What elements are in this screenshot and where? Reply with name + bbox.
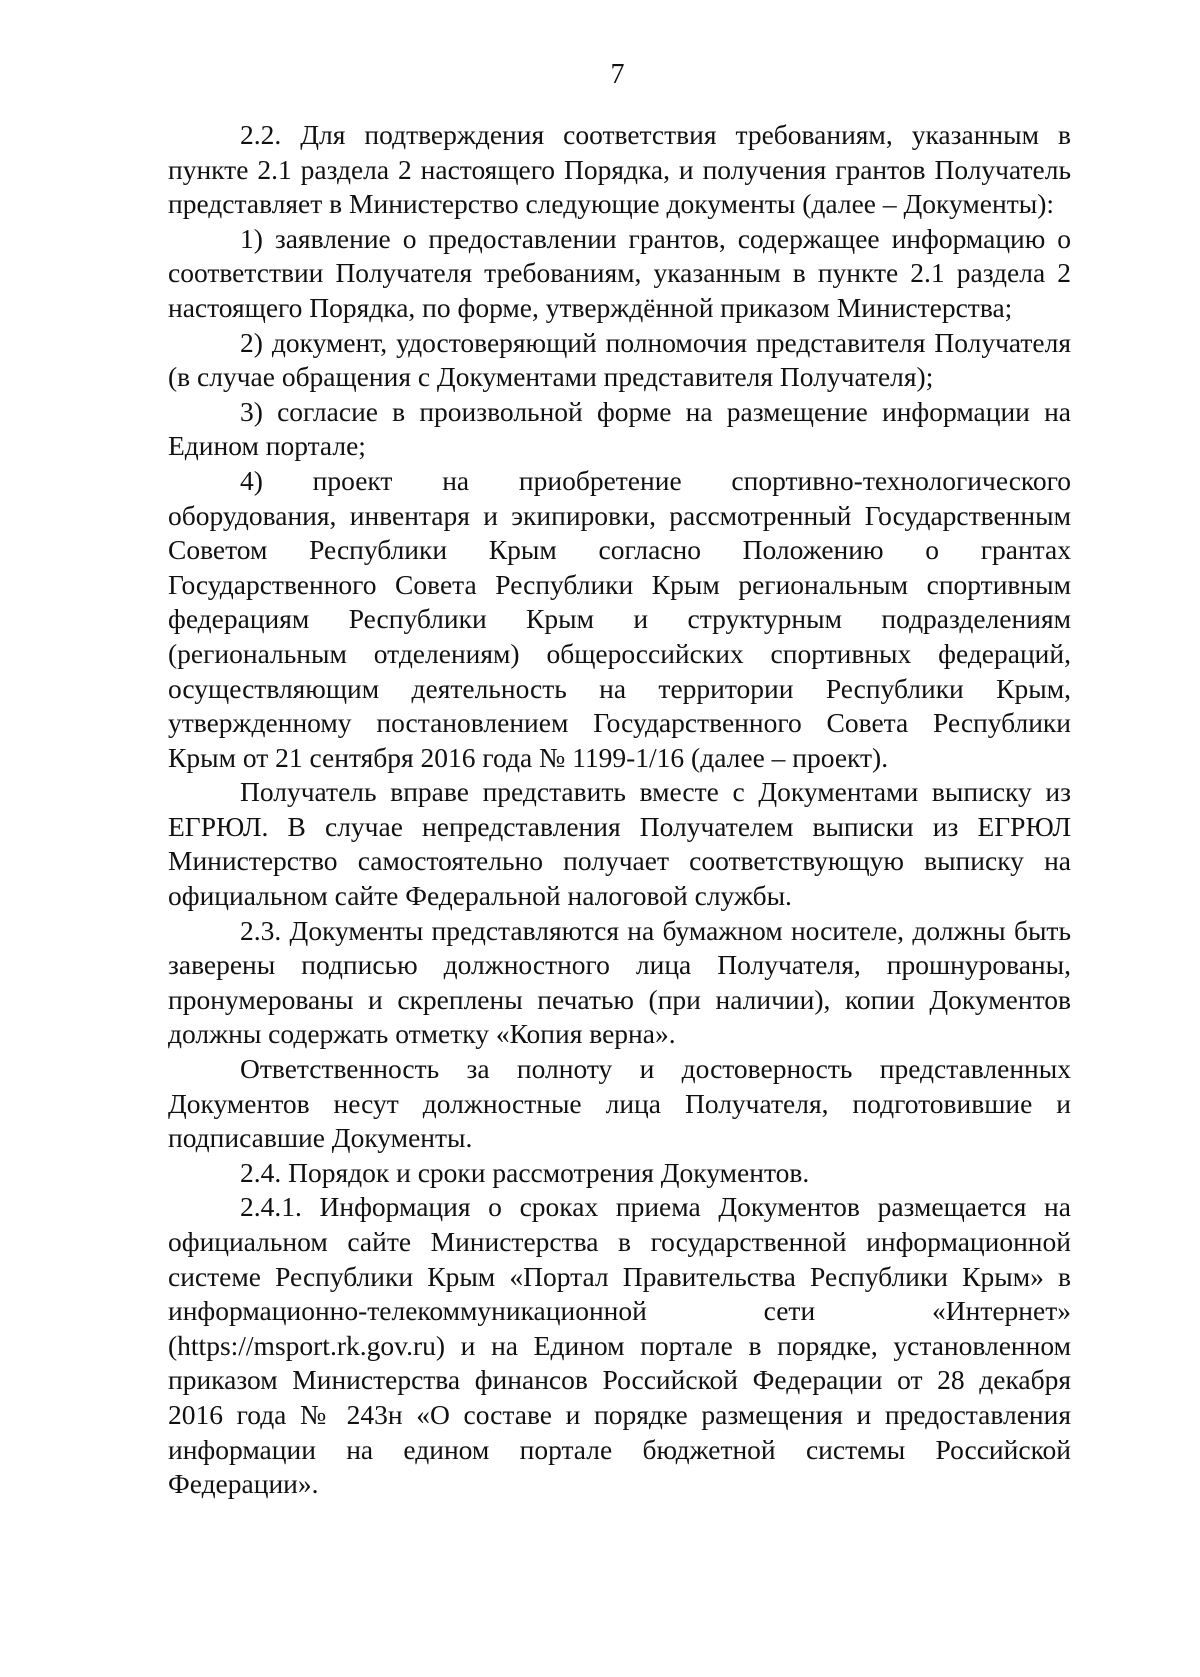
list-item-3-consent: 3) согласие в произвольной форме на размещение информации на Едином портале;: [168, 395, 1071, 462]
list-item-2-authority-document: 2) документ, удостоверяющий полномочия представителя Получателя (в случае обращения с Документами представителя Получателя);: [168, 326, 1071, 393]
paragraph-2-2: 2.2. Для подтверждения соответствия требованиям, указанным в пункте 2.1 раздела 2 настоящего Порядка, и получения грантов Получатель представляет в Министерство следующие документы (далее – Документы):: [168, 119, 1071, 220]
page-number: 7: [610, 59, 625, 90]
list-item-1-application: 1) заявление о предоставлении грантов, содержащее информацию о соответствии Получателя требованиям, указанным в пункте 2.1 раздела 2 настоящего Порядка, по форме, утверждённой приказом Министерства;: [168, 222, 1071, 323]
paragraph-egrul-extract: Получатель вправе представить вместе с Документами выписку из ЕГРЮЛ. В случае непредставления Получателем выписки из ЕГРЮЛ Министерство самостоятельно получает соответствующую выписку на официальном сайте Федеральной налоговой службы.: [168, 776, 1071, 912]
paragraph-2-4-1: 2.4.1. Информация о сроках приема Документов размещается на официальном сайте Министерства в государственной информационной системе Республики Крым «Портал Правительства Республики Крым» в информационно-телекоммуникационной сети «Интернет» (https://msport.rk.gov.ru) и на Едином портале в порядке, установленном приказом Министерства финансов Российской Федерации от 28 декабря 2016 года № 243н «О составе и порядке размещения и предоставления информации на едином портале бюджетной системы Российской Федерации».: [168, 1191, 1071, 1500]
paragraph-2-4-heading: 2.4. Порядок и сроки рассмотрения Документов.: [240, 1156, 810, 1188]
list-item-4-project: 4) проект на приобретение спортивно-технологического оборудования, инвентаря и экипировки, рассмотренный Государственным Советом Республики Крым согласно Положению о грантах Государственного Совета Республики Крым региональным спортивным федерациям Республики Крым и структурным подразделениям (региональным отделениям) общероссийских спортивных федераций, осуществляющим деятельность на территории Республики Крым, утвержденному постановлением Государственного Совета Республики Крым от 21 сентября 2016 года № 1199-1/16 (далее – проект).: [168, 464, 1071, 773]
paragraph-2-3: 2.3. Документы представляются на бумажном носителе, должны быть заверены подписью должностного лица Получателя, прошнурованы, пронумерованы и скреплены печатью (при наличии), копии Документов должны содержать отметку «Копия верна».: [168, 914, 1071, 1050]
document-body: [168, 118, 1071, 1502]
paragraph-responsibility: Ответственность за полноту и достоверность представленных Документов несут должностные лица Получателя, подготовившие и подписавшие Документы.: [168, 1053, 1071, 1154]
